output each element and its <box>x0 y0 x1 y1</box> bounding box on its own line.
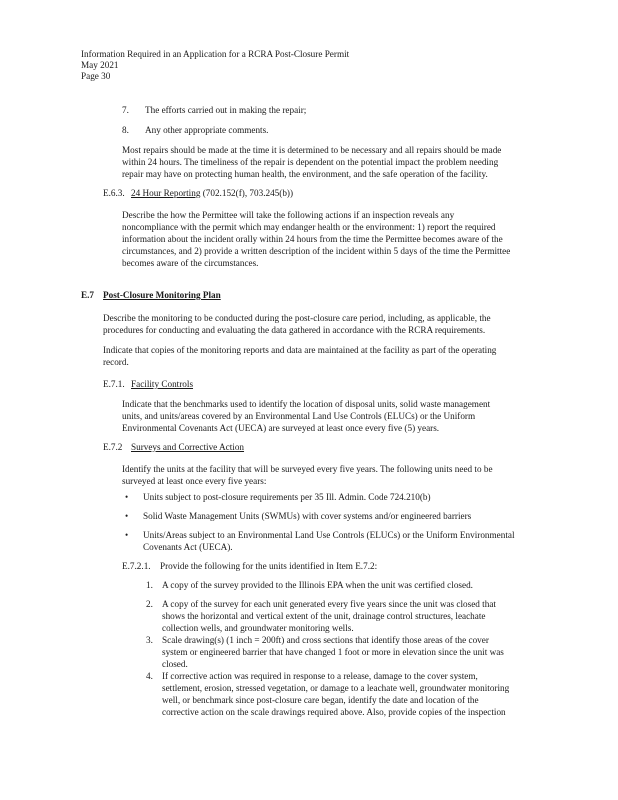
e7-paragraph-1 <box>103 312 491 336</box>
section-title-e72: Surveys and Corrective Action <box>131 442 245 452</box>
paragraph-line: surveyed at least once every five years: <box>122 476 267 486</box>
list-item-number: 3. <box>146 635 153 645</box>
paragraph-line: within 24 hours. The timeliness of the repair is dependent on the potential impact the problem needing <box>122 157 499 167</box>
list-item-line: well, or benchmark since post-closure care began, identify the date and location of the <box>162 695 479 705</box>
paragraph-line: Indicate that copies of the monitoring reports and data are maintained at the facility as part of the operating <box>103 345 497 355</box>
section-title-e7: Post-Closure Monitoring Plan <box>103 290 221 300</box>
section-number-e721: E.7.2.1. <box>122 561 151 571</box>
paragraph-line: information about the incident orally within 24 hours from the time the Permittee becomes aware of the <box>122 234 503 244</box>
section-title: 24 Hour Reporting <box>131 188 201 198</box>
list-item-number: 4. <box>146 671 153 681</box>
list-item-line: A copy of the survey provided to the Illinois EPA when the unit was certified closed. <box>162 580 473 590</box>
section-number-e7: E.7 <box>81 290 95 300</box>
list-item-line: collection wells, and groundwater monitoring wells. <box>162 623 354 633</box>
list-item-line: settlement, erosion, stressed vegetation, or damage to a leachate well, groundwater monitoring <box>162 683 510 693</box>
paragraph-line: becomes aware of the circumstances. <box>122 258 259 268</box>
e63-paragraph <box>122 209 510 269</box>
paragraph-line: units, and units/areas covered by an Environmental Land Use Controls (ELUCs) or the Uniform <box>122 411 476 421</box>
list-item-text: The efforts carried out in making the repair; <box>145 105 307 115</box>
paragraph-line: Environmental Covenants Act (UECA) are surveyed at least once every five (5) years. <box>122 423 440 433</box>
paragraph-line: circumstances, and 2) provide a written description of the incident within 5 days of the time the Permittee <box>122 246 511 256</box>
paragraph-line: Indicate that the benchmarks used to identify the location of disposal units, solid waste management <box>122 399 491 409</box>
e7-paragraph-2 <box>103 344 496 368</box>
list-item-line: system or engineered barrier that have changed 1 foot or more in elevation since the unit was <box>162 647 504 657</box>
bullet-line: Covenants Act (UECA). <box>143 542 233 552</box>
section-number-e72: E.7.2 <box>103 442 123 452</box>
paragraph-line: Describe the monitoring to be conducted during the post-closure care period, including, as applicable, the <box>103 313 491 323</box>
paragraph-line: Describe the how the Permittee will take the following actions if an inspection reveals any <box>122 210 455 220</box>
list-item-text: Any other appropriate comments. <box>145 125 269 135</box>
list-item-text <box>162 598 496 634</box>
list-item-line: shows the horizontal and vertical extent of the unit, drainage control structures, leachate <box>162 611 486 621</box>
list-item-line: closed. <box>162 659 188 669</box>
list-item-text <box>162 634 504 670</box>
list-item-text <box>162 670 509 718</box>
section-number-e63: E.6.3. <box>103 188 125 198</box>
bullet-text-multiline <box>143 529 515 553</box>
section-heading-e63 <box>131 187 293 199</box>
bullet-text: Solid Waste Management Units (SWMUs) with cover systems and/or engineered barriers <box>143 511 472 521</box>
list-item-line: A copy of the survey for each unit generated every five years since the unit was closed that <box>162 599 496 609</box>
list-item-line: corrective action on the scale drawings required above. Also, provide copies of the inspection <box>162 707 506 717</box>
section-title-e71: Facility Controls <box>131 379 194 389</box>
header-page-number: Page 30 <box>81 71 111 81</box>
paragraph-line: record. <box>103 357 129 367</box>
paragraph-line: noncompliance with the permit which may endanger health or the environment: 1) report the required <box>122 222 496 232</box>
paragraph-line: Most repairs should be made at the time it is determined to be necessary and all repairs should be made <box>122 145 502 155</box>
page-header <box>81 49 349 82</box>
bullet-icon: • <box>125 530 129 540</box>
bullet-icon: • <box>125 511 129 521</box>
paragraph-line: procedures for conducting and evaluating the data gathered in accordance with the RCRA requirements. <box>103 325 486 335</box>
repairs-paragraph <box>122 144 501 180</box>
bullet-icon: • <box>125 492 129 502</box>
bullet-line: Units/Areas subject to an Environmental Land Use Controls (ELUCs) or the Uniform Environmental <box>143 530 515 540</box>
header-date: May 2021 <box>81 60 119 70</box>
section-text-e721: Provide the following for the units identified in Item E.7.2: <box>160 561 378 571</box>
e71-paragraph <box>122 398 490 434</box>
bullet-text: Units subject to post-closure requirements per 35 Ill. Admin. Code 724.210(b) <box>143 492 431 502</box>
section-number-e71: E.7.1. <box>103 379 125 389</box>
list-item-line: If corrective action was required in response to a release, damage to the cover system, <box>162 671 478 681</box>
list-item-number: 8. <box>122 125 129 135</box>
header-title: Information Required in an Application for a RCRA Post-Closure Permit <box>81 49 350 59</box>
e72-paragraph <box>122 463 493 487</box>
list-item-number: 2. <box>146 599 153 609</box>
paragraph-line: repair may have on protecting human health, the environment, and the safe operation of the facility. <box>122 169 488 179</box>
list-item-number: 7. <box>122 105 129 115</box>
paragraph-line: Identify the units at the facility that will be surveyed every five years. The following units need to be <box>122 464 493 474</box>
section-citation: (702.152(f), 703.245(b)) <box>202 188 294 198</box>
list-item-line: Scale drawing(s) (1 inch = 200ft) and cross sections that identify those areas of the cover <box>162 635 489 645</box>
list-item-number: 1. <box>146 580 153 590</box>
list-item-text <box>162 579 473 591</box>
